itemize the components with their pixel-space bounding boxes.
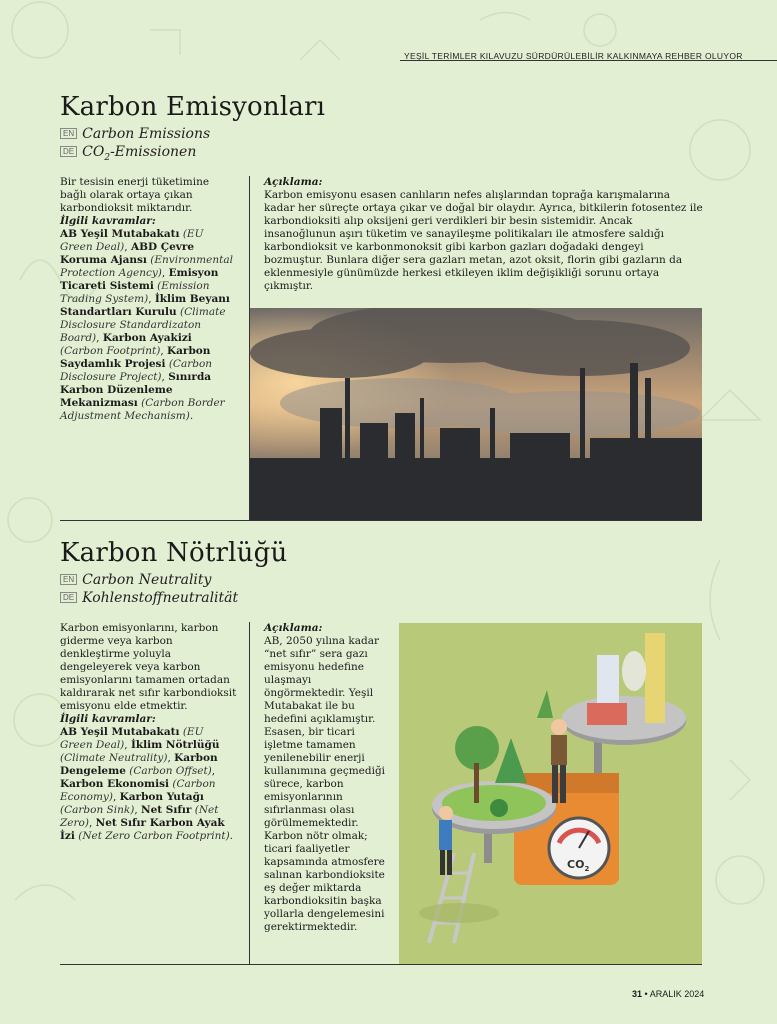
section-separator (60, 520, 702, 521)
related-term-translation: (Carbon Border Adjustment Mechanism) (60, 397, 225, 422)
section2-explanation: AB, 2050 yılına kadar “net sıfır” sera gazı emisyonu hedefine ulaşmayı öngörmektedir. Yeşil Mutabakat ile bu hedefini açıklamıştır. Esasen, bir ticari işletme tamamen yenilenebilir enerji kullanımına geçmediği sürece, karbon emisyonlarının sıfırlanması olası görülmemektedir. Karbon nötr olmak; ticari faaliyetler kapsamında atmosfere salınan karbondioksite eş değer miktarda karbondioksitin başka yollarla dengelemesini gerektirmektedir. (264, 635, 386, 933)
section1-related-list (60, 228, 235, 423)
en-tag: EN (60, 574, 77, 585)
related-term: AB Yeşil Mutabakatı (60, 726, 180, 738)
related-term: Karbon Dengeleme (60, 752, 218, 777)
related-term: Karbon Yutağı (119, 791, 204, 803)
related-separator: , (88, 817, 96, 829)
section2-explanation-heading: Açıklama: (264, 622, 323, 634)
related-separator: , (211, 765, 216, 777)
related-separator: , (124, 739, 131, 751)
section2-related-list (60, 726, 238, 843)
related-separator: , (161, 267, 169, 279)
related-term-translation: (Carbon Footprint) (60, 345, 161, 357)
related-term-translation: (EU Green Deal) (60, 228, 204, 253)
de-tag: DE (60, 146, 77, 157)
section1-en-term-row (60, 126, 210, 142)
related-term: Karbon Saydamlık Projesi (60, 345, 211, 370)
section2-title: Karbon Nötrlüğü (60, 538, 288, 568)
section1-de-term-row (60, 144, 196, 163)
footer-bullet: • (644, 989, 648, 999)
section1-explanation-heading: Açıklama: (264, 176, 323, 188)
industrial-smoke-photo (250, 308, 702, 520)
related-term-translation: (Net Zero) (60, 804, 219, 829)
section1-definition: Bir tesisin enerji tüketimine bağlı olarak ortaya çıkan karbondioksit miktarıdır. (60, 176, 210, 214)
related-term-translation: (Carbon Offset) (129, 765, 212, 777)
bottom-rule (60, 964, 702, 965)
section1-left-column (60, 176, 235, 423)
related-term-translation: (Carbon Sink) (60, 804, 135, 816)
section2-de-term-row (60, 590, 238, 606)
section2-de-term: Kohlenstoffneutralität (82, 590, 239, 606)
related-separator: , (148, 293, 155, 305)
related-term: İklim Beyanı Standartları Kurulu (60, 293, 230, 318)
section2-explanation-block (264, 622, 392, 934)
section1-explanation-block (264, 176, 704, 293)
running-header: YEŞİL TERİMLER KILAVUZU SÜRDÜRÜLEBİLİR KALKINMAYA REHBER OLUYOR (404, 51, 743, 61)
related-separator: , (96, 332, 103, 344)
related-term: Sınırda Karbon Düzenleme Mekanizması (60, 371, 212, 409)
section1-explanation: Karbon emisyonu esasen canlıların nefes alışlarından toprağa karışmalarına kadar her süreçte ortaya çıkar ve doğal bir olaydır. Ayrıca, bitkilerin fotosentez ile karbondioksiti alıp oksijeni geri verdikleri bir besin sistemidir. Ancak insanoğlunun aşırı tüketim ve sanayileşme politikaları ile atmosfere saldığı karbondioksit ve karbonmonoksit gibi karbon gazları doğadaki dengeyi bozmuştur. Bunlara diğer sera gazları metan, azot oksit, florin gibi gazların da eklenmesiyle günümüzde herkesi etkileyen iklim değişikliği sorunu ortaya çıkmıştır. (264, 189, 703, 292)
related-separator: . (229, 830, 234, 842)
related-term: Emisyon Ticareti Sistemi (60, 267, 219, 292)
related-term-translation: (Net Zero Carbon Footprint) (78, 830, 230, 842)
carbon-neutral-illustration (399, 623, 702, 964)
section1-en-term: Carbon Emissions (82, 126, 211, 142)
related-term: Net Sıfır Karbon Ayak İzi (60, 817, 225, 842)
related-separator: , (160, 345, 167, 357)
related-term: Karbon Ekonomisi (60, 778, 170, 790)
related-term: Karbon Ayakizi (102, 332, 192, 344)
section2-en-term-row (60, 572, 211, 588)
related-term: İklim Nötrlüğü (130, 739, 220, 751)
section2-definition: Karbon emisyonlarını, karbon giderme veya karbon denkleştirme yoluyla dengeleyerek veya karbon emisyonlarını tamamen ortadan kaldırarak net sıfır karbondioksit emisyonu elde etmektir. (60, 622, 237, 712)
related-term-translation: (EU Green Deal) (60, 726, 204, 751)
section2-column-divider (249, 622, 250, 964)
related-separator: , (112, 791, 120, 803)
related-term: ABD Çevre Koruma Ajansı (60, 241, 195, 266)
section1-de-term-sub: 2 (104, 152, 111, 163)
de-tag: DE (60, 592, 77, 603)
related-term-translation: (Carbon Disclosure Project) (60, 358, 213, 383)
related-term-translation: (Climate Disclosure Standardizaton Board) (60, 306, 226, 344)
related-term-translation: (Emission Trading System) (60, 280, 210, 305)
related-term: AB Yeşil Mutabakatı (60, 228, 180, 240)
section1-related-heading: İlgili kavramlar: (60, 215, 156, 227)
page-footer (632, 989, 704, 999)
related-term-translation: (Environmental Protection Agency) (60, 254, 233, 279)
section2-left-column (60, 622, 238, 843)
related-separator: , (124, 241, 131, 253)
page-number: 31 (632, 989, 643, 999)
related-separator: , (167, 752, 175, 764)
related-separator: , (134, 804, 142, 816)
issue-date: ARALIK 2024 (649, 989, 705, 999)
section1-de-term-post: -Emissionen (110, 144, 197, 160)
section2-en-term: Carbon Neutrality (82, 572, 212, 588)
related-term-translation: (Carbon Economy) (60, 778, 216, 803)
gauge-co2-label: $CO_2$ (567, 858, 590, 873)
section1-title: Karbon Emisyonları (60, 92, 326, 122)
related-term-translation: (Climate Neutrality) (60, 752, 168, 764)
related-separator: , (161, 371, 169, 383)
en-tag: EN (60, 128, 77, 139)
related-term: Net Sıfır (141, 804, 192, 816)
section1-de-term-pre: CO (82, 144, 105, 160)
section2-related-heading: İlgili kavramlar: (60, 713, 156, 725)
related-separator: . (189, 410, 194, 422)
